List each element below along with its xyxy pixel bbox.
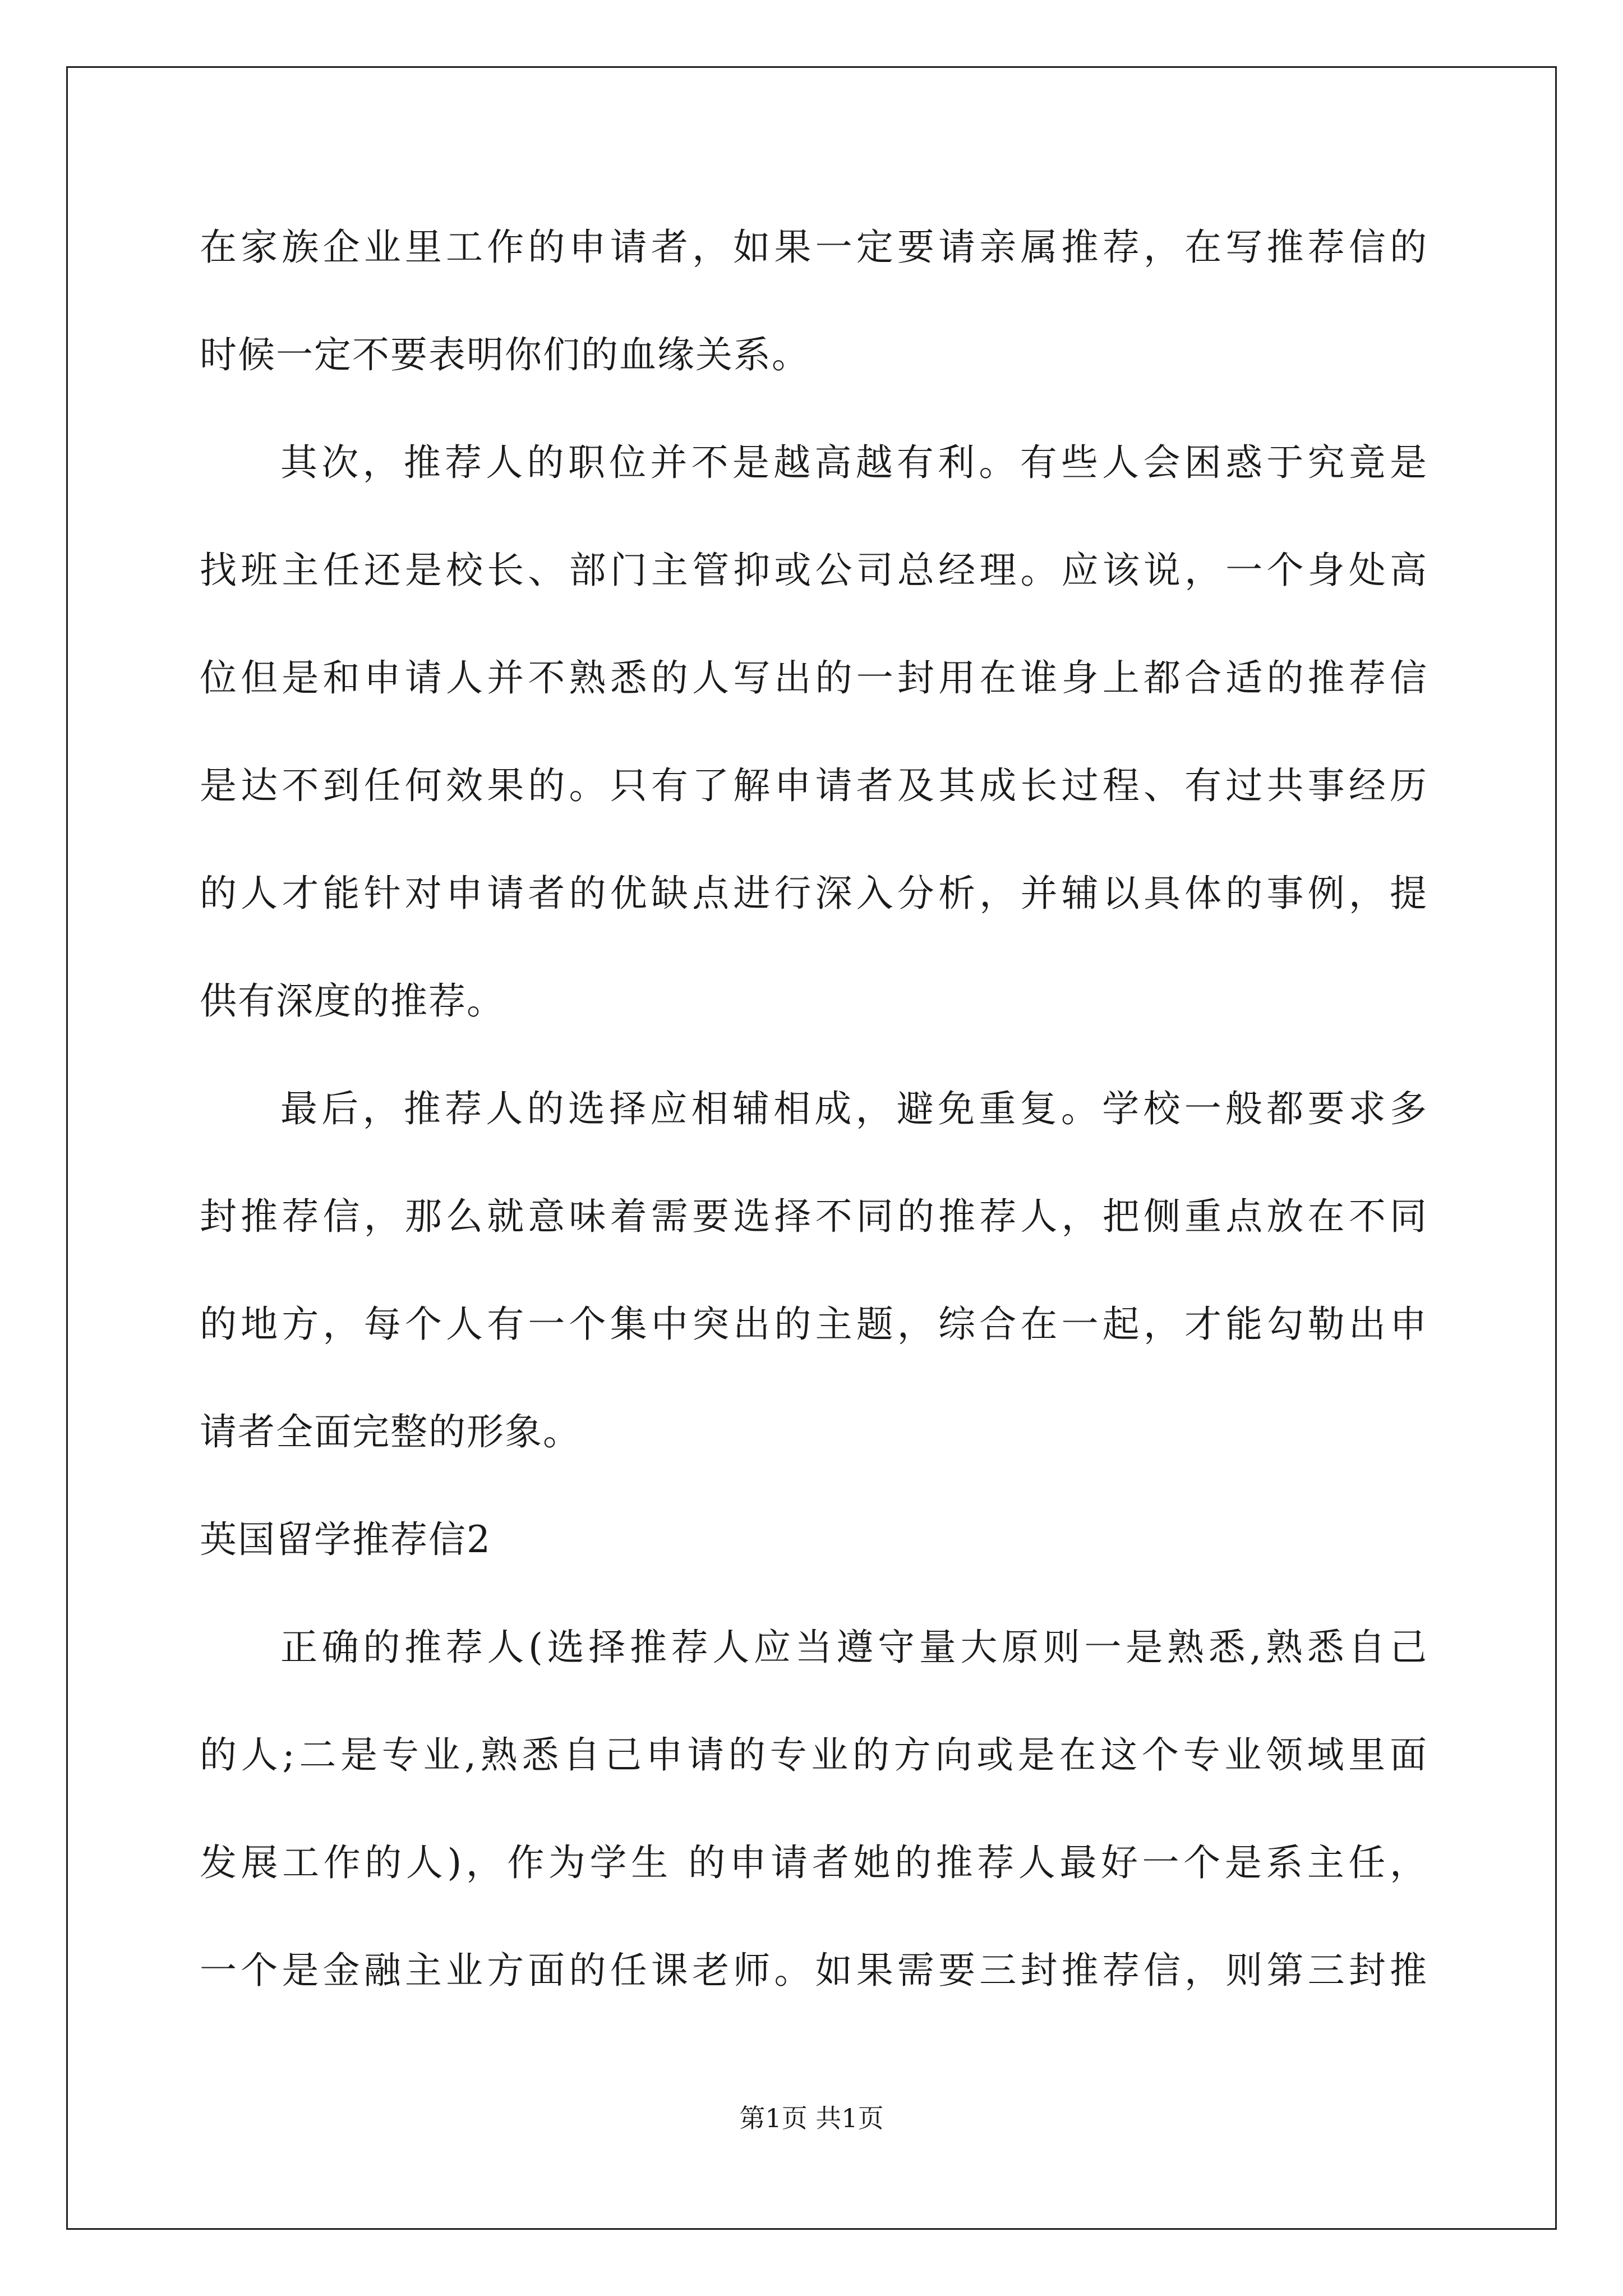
text-line: 正确的推荐人(选择推荐人应当遵守量大原则一是熟悉,熟悉自己	[280, 1626, 1428, 1669]
text-line: 在家族企业里工作的申请者，如果一定要请亲属推荐，在写推荐信的	[200, 226, 1428, 269]
paragraph	[200, 1055, 1428, 1486]
document-body	[200, 194, 1428, 2024]
text-line: 其次，推荐人的职位并不是越高越有利。有些人会困惑于究竟是	[280, 441, 1428, 484]
section-heading: 英国留学推荐信2	[200, 1518, 491, 1561]
text-line: 发展工作的人)，作为学生 的申请者她的推荐人最好一个是系主任，	[200, 1841, 1428, 1884]
text-line: 找班主任还是校长、部门主管抑或公司总经理。应该说，一个身处高	[200, 549, 1428, 592]
text-line: 请者全面完整的形象。	[200, 1410, 581, 1453]
paragraph	[200, 1594, 1428, 2024]
page-number: 第1页 共1页	[739, 2103, 884, 2133]
text-line: 一个是金融主业方面的任课老师。如果需要三封推荐信，则第三封推	[200, 1949, 1428, 1992]
paragraph	[200, 194, 1428, 409]
text-line: 位但是和申请人并不熟悉的人写出的一封用在谁身上都合适的推荐信	[200, 656, 1428, 700]
text-line: 是达不到任何效果的。只有了解申请者及其成长过程、有过共事经历	[200, 764, 1428, 807]
text-line: 的人;二是专业,熟悉自己申请的专业的方向或是在这个专业领域里面	[200, 1733, 1428, 1777]
text-line: 的人才能针对申请者的优缺点进行深入分析，并辅以具体的事例，提	[200, 872, 1428, 915]
text-line: 封推荐信，那么就意味着需要选择不同的推荐人，把侧重点放在不同	[200, 1195, 1428, 1238]
text-line: 的地方，每个人有一个集中突出的主题，综合在一起，才能勾勒出申	[200, 1303, 1428, 1346]
text-line: 供有深度的推荐。	[200, 979, 505, 1023]
text-line: 时候一定不要表明你们的血缘关系。	[200, 333, 810, 376]
text-line: 最后，推荐人的选择应相辅相成，避免重复。学校一般都要求多	[280, 1087, 1428, 1130]
paragraph	[200, 409, 1428, 1055]
